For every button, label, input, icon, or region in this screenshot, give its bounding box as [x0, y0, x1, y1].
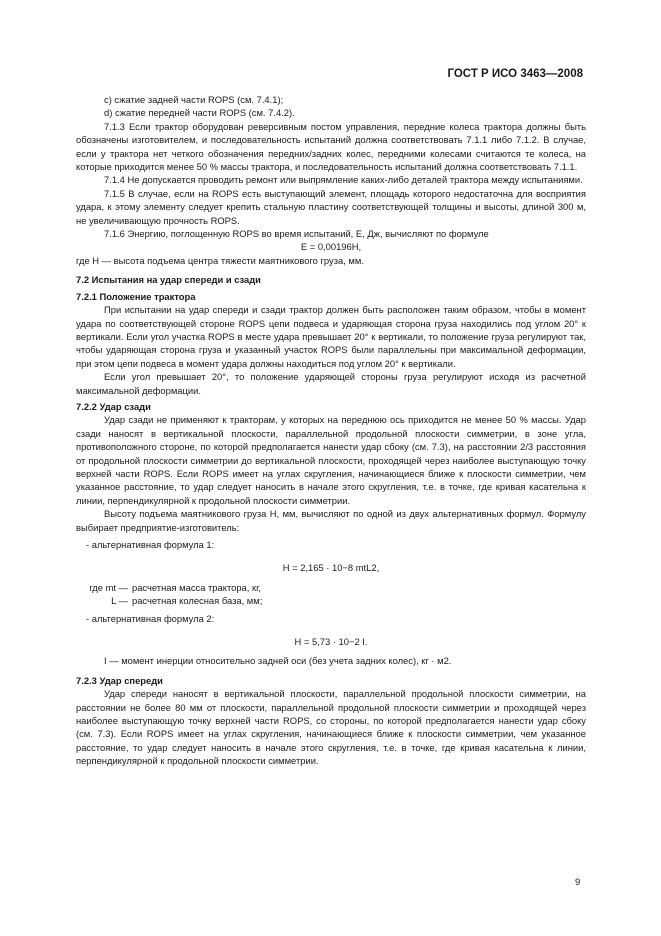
subsection-heading-7-2-2: 7.2.2 Удар сзади [76, 400, 151, 412]
paragraph-7-2-1-b: Если угол превышает 20°, то положение ударяющей стороны груза регулируют исходя из расчетной максимальной деформации. [76, 371, 586, 396]
definition-l-label: L — [111, 595, 128, 607]
definition-mt-label: где mt — [89, 581, 128, 593]
subsection-heading-7-2-3: 7.2.3 Удар спереди [76, 674, 163, 686]
subsection-heading-7-2-1: 7.2.1 Положение трактора [76, 290, 196, 302]
paragraph-7-1-3: 7.1.3 Если трактор оборудован реверсивным постом управления, передние колеса трактора должны быть обозначены изготовителем, и последовательность испытаний должна соответствовать 7.1.1 либо 7.1.2. В случае, если у трактора нет четкого обозначения передних/задних колес, передними колесами считаются те колеса, на которые приходится менее 50 % массы трактора, и последовательность испытаний должна соответствовать 7.1.1. [76, 120, 586, 173]
list-item-d: d) сжатие передней части ROPS (см. 7.4.2). [104, 107, 295, 119]
paragraph-7-1-4: 7.1.4 Не допускается проводить ремонт или выпрямление каких-либо деталей трактора между испытаниями. [104, 174, 583, 186]
page-number: 9 [575, 876, 581, 887]
paragraph-7-2-2-b: Высоту подъема маятникового груза H, мм, вычисляют по одной из двух альтернативных формул. Формулу выбирает предприятие-изготовитель: [76, 508, 586, 533]
paragraph-7-2-2-a: Удар сзади не применяют к тракторам, у которых на переднюю ось приходится не менее 50 % массы. Удар сзади наносят в вертикальной плоскости, параллельной продольной плоскости симметрии, в зоне угла, противоположного стороне, по которой предполагается нанести удар сбоку (см. 7.3), на расстоянии 2/3 расстояния от продольной плоскости симметрии до вертикальной плоскости, проходящей через наиболее выступающую точку верхней части ROPS. Если ROPS имеет на углах скругления, начинающиеся ближе к плоскости симметрии, чем указанное расстояние, то удар следует наносить в начале этого скругления, т.е. в точке, где кривая касательна к линии, перпендикулярной к продольной плоскости симметрии. [76, 414, 586, 506]
definition-l [76, 594, 586, 607]
paragraph-7-1-6: 7.1.6 Энергию, поглощенную ROPS во время испытаний, E, Дж, вычисляют по формуле [104, 228, 489, 240]
paragraph-7-2-3: Удар спереди наносят в вертикальной плоскости, параллельной продольной плоскости симметрии, на расстоянии не более 80 мм от плоскости, параллельной продольной плоскости симметрии и проходящей через наиболее выступающую точку верхней части ROPS, со стороны, по которой предполагается нанести удар сбоку (см. 7.3). Если ROPS имеет на углах скругления, начинающиеся ближе к плоскости симметрии, чем указанное расстояние, то удар следует наносить в начале этого скругления, т.е. в точке, где кривая касательна к линии, перпендикулярной к продольной плоскости симметрии. [76, 688, 586, 767]
where-h: где H — высота подъема центра тяжести маятникового груза, мм. [76, 254, 364, 266]
definition-i: I — момент инерции относительно задней оси (без учета задних колес), кг · м2. [104, 655, 452, 667]
formula-1-definitions [76, 581, 586, 608]
definition-l-text: расчетная колесная база, мм; [132, 595, 263, 607]
paragraph-7-1-5: 7.1.5 В случае, если на ROPS есть выступающий элемент, площадь которого недостаточна для восприятия удара, к этому элементу следует крепить стальную пластину соответствующей толщины и высоты, длиной 300 м, не увеличивающую прочность ROPS. [76, 187, 586, 226]
formula-energy: E = 0,00196H, [300, 241, 362, 253]
formula-2: H = 5,73 · 10−2 I. [294, 636, 368, 648]
alt-formula-1-label: - альтернативная формула 1: [86, 539, 215, 550]
formula-1: H = 2,165 · 10−8 mtL2, [282, 562, 380, 574]
alt-formula-2-label: - альтернативная формула 2: [86, 612, 215, 624]
definition-mt [76, 581, 586, 594]
paragraph-7-2-1-a: При испытании на удар спереди и сзади трактор должен быть расположен таким образом, чтобы в момент удара по соответствующей стороне ROPS цепи подвеса и ударяющая сторона груза находились под углом 20° к вертикали. Если угол участка ROPS в месте удара превышает 20° к вертикали, то положение груза регулируют так, чтобы ударяющая сторона груза и указанный участок ROPS были параллельны при максимальной деформации, при этом цепи подвеса в момент удара должны находиться под углом 20° к вертикали. [76, 304, 586, 369]
document-body [76, 93, 586, 768]
definition-mt-text: расчетная масса трактора, кг, [132, 581, 261, 593]
list-item-c: c) сжатие задней части ROPS (см. 7.4.1); [104, 94, 284, 105]
section-heading-7-2: 7.2 Испытания на удар спереди и сзади [76, 274, 261, 286]
page-header: ГОСТ Р ИСО 3463—2008 [447, 68, 583, 80]
